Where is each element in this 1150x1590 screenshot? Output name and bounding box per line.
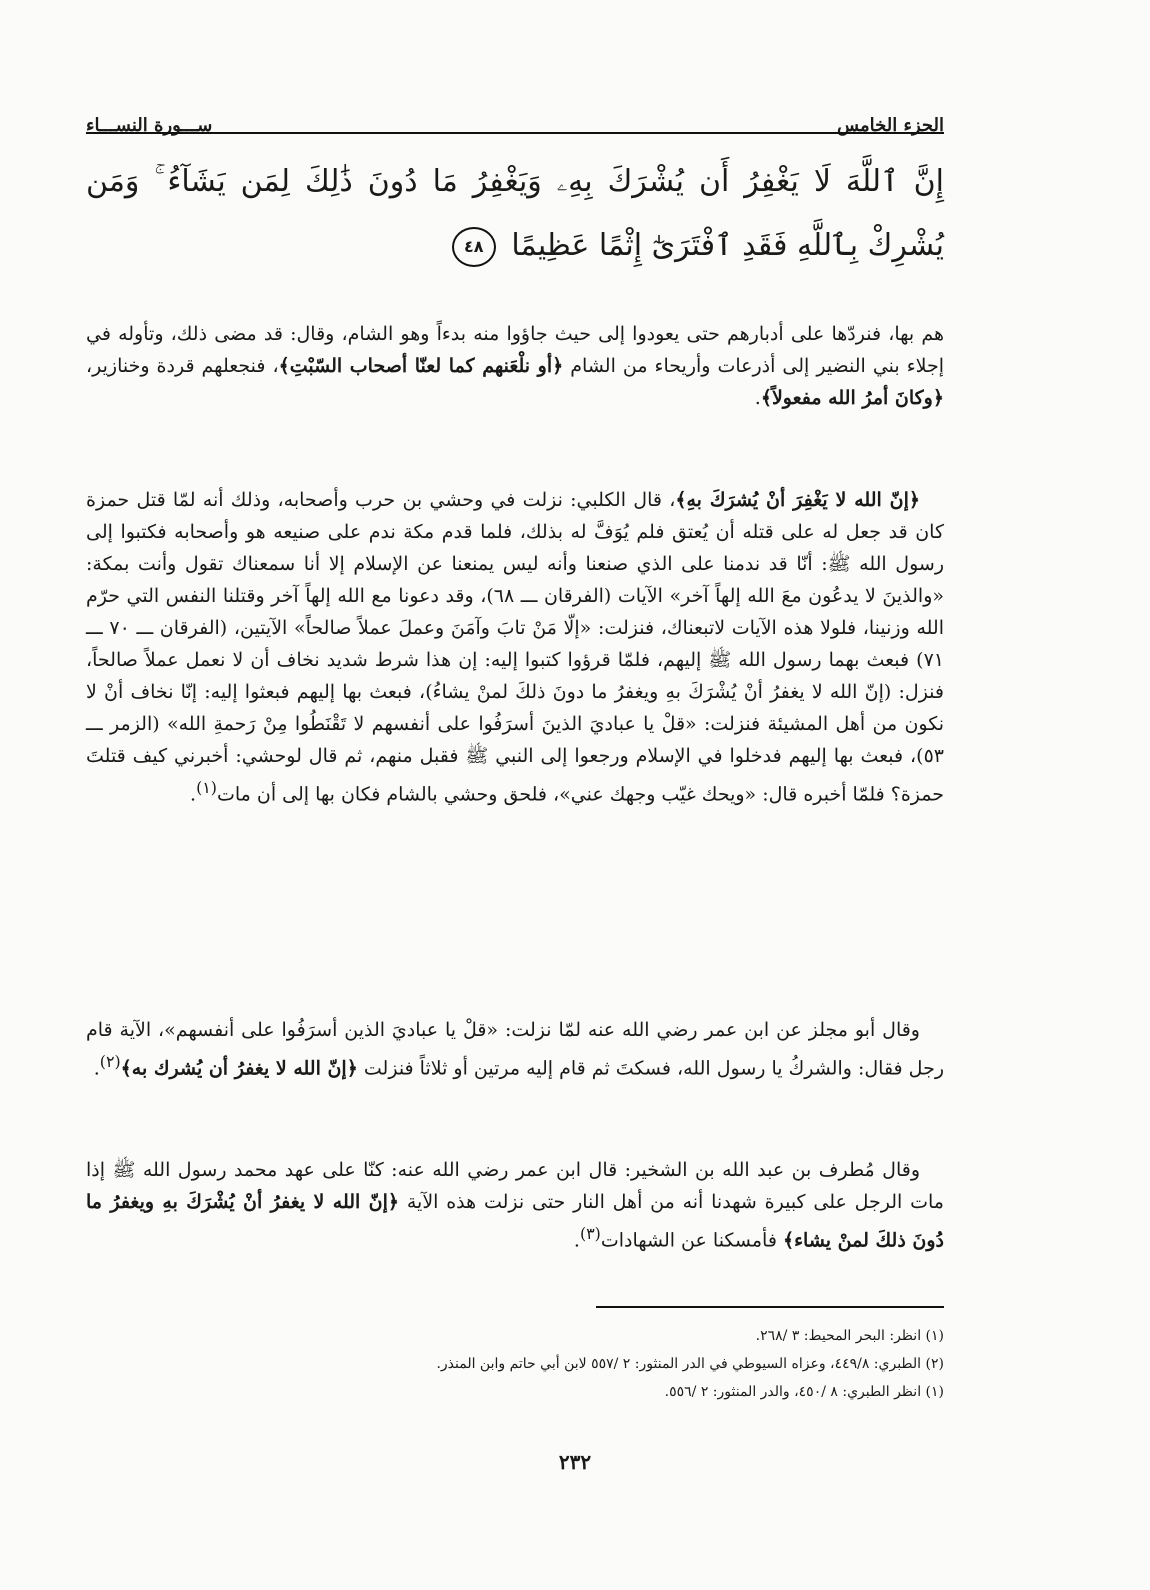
header-surah-title: ســـورة النســـاء	[86, 115, 213, 136]
quran-verse	[86, 150, 944, 278]
footnotes	[86, 1322, 944, 1406]
paragraph-2	[86, 484, 944, 810]
page-number: ٢٣٢	[558, 1450, 592, 1474]
paragraph-4-text-a: وقال مُطرف بن عبد الله بن الشخير: قال ابن عمر رضي الله عنه: كنّا على عهد محمد رسول الله ﷺ إذا مات الرجل على كبيرة شهدنا أنه من أهل النار حتى نزلت هذه الآية	[86, 1159, 944, 1213]
verse-text: إِنَّ ٱللَّهَ لَا يَغْفِرُ أَن يُشْرَكَ بِهِۦ وَيَغْفِرُ مَا دُونَ ذَٰلِكَ لِمَن يَشَآءُ ۚ وَمَن يُشْرِكْ بِٱللَّهِ فَقَدِ ٱفْتَرَىٰٓ إِثْمًا عَظِيمًا	[86, 164, 944, 263]
footnote-ref-2: (٢)	[99, 1052, 121, 1071]
running-header	[86, 100, 944, 136]
paragraph-3-quote: ﴿إنّ الله لا يغفرُ أن يُشرك به﴾	[120, 1057, 358, 1080]
footnote-item: (١) انظر الطبري: ٨ /٤٥٠، والدر المنثور: ٢ /٥٥٦.	[664, 1384, 944, 1400]
paragraph-1-text-b: ، فنجعلهم قردة وخنازير،	[86, 355, 279, 377]
paragraph-3	[86, 1014, 944, 1084]
verse-number: ٤٨	[464, 236, 484, 256]
footnote-item: (١) انظر: البحر المحيط: ٣ /٢٦٨.	[755, 1328, 944, 1344]
paragraph-2-text: ، قال الكلبي: نزلت في وحشي بن حرب وأصحابه، وذلك أنه لمّا قتل حمزة كان قد جعل له على قتله أن يُعتق فلم يُوَفَّ له بذلك، فلما قدم مكة ندم على صنيعه هو وأصحابه فكتبوا إلى رسول الله ﷺ: أنّا قد ندمنا على الذي صنعنا وأنه ليس يمنعنا عن الإسلام إلا أنا سمعناك تقول وأنت بمكة: «والذينَ لا يدعُون معَ الله إلهاً آخر» الآيات (الفرقان ـــ ٦٨)، وقد دعونا مع الله إلهاً آخر وقتلنا النفس التي حرّم الله وزنينا، فلولا هذه الآيات لاتبعناك، فنزلت: «إلّا مَنْ تابَ وآمَنَ وعملَ عملاً صالحاً» الآيتين، (الفرقان ـــ ٧٠ ـــ ٧١) فبعث بهما رسول الله ﷺ إليهم، فلمّا قرؤوا كتبوا إليه: إن هذا شرط شديد نخاف أن لا نعمل عملاً صالحاً، فنزل: (إنّ الله لا يغفرُ أنْ يُشْرَكَ بهِ ويغفرُ ما دونَ ذلكَ لمنْ يشاءُ)، فبعث بها إليهم فبعثوا إليه: إنّا نخاف أنْ لا نكون من أهل المشيئة فنزلت: «قلْ يا عباديَ الذينَ أسرَفُوا على أنفسهم لا تَقْنَطُوا مِنْ رَحمةِ الله» (الزمر ـــ ٥٣)، فبعث بها إليهم فدخلوا في الإسلام ورجعوا إلى النبي ﷺ فقبل منهم، ثم قال لوحشي: أخبرني كيف قتلتَ حمزة؟ فلمّا أخبره قال: «ويحك غيّب وجهك عني»، فلحق وحشي بالشام فكان بها إلى أن مات	[86, 489, 945, 806]
header-part-title: الجزء الخامس	[837, 115, 944, 136]
paragraph-4	[86, 1154, 944, 1256]
paragraph-1-quote-a: ﴿أو نلْعَنهم كما لعنّا أصحاب السّبْتِ﴾	[278, 355, 564, 377]
paragraph-1-end: .	[754, 387, 761, 409]
paragraph-1-quote-b: ﴿وكانَ أمرُ الله مفعولاً﴾	[760, 387, 944, 409]
paragraph-3-text: وقال أبو مجلز عن ابن عمر رضي الله عنه لمّا نزلت: «قلْ يا عباديَ الذين أسرَفُوا على أنفسهم»، الآية قام رجل فقال: والشركُ يا رسول الله، فسكتَ ثم قام إليه مرتين أو ثلاثاً فنزلت	[86, 1019, 944, 1080]
footnote-item: (٢) الطبري: ٤٤٩/٨، وعزاه السيوطي في الدر المنثور: ٢ /٥٥٧ لابن أبي حاتم وابن المنذر.	[436, 1356, 944, 1372]
paragraph-1	[86, 318, 944, 414]
paragraph-4-end: .	[573, 1229, 580, 1252]
paragraph-2-quote: ﴿إنّ الله لا يَغْفِرَ أنْ يُشرَكَ بهِ﴾	[675, 489, 921, 511]
footnote-ref-1: (١)	[196, 778, 217, 797]
paragraph-1-text-a: هم بها، فنردّها على أدبارهم حتى يعودوا إلى حيث جاؤوا منه بدءاً وهو الشام، وقال: قد مضى ذلك، وتأوله في إجلاء بني النضير إلى أذرعات وأريحاء من الشام	[86, 323, 945, 377]
paragraph-4-quote: ﴿إنّ الله لا يغفرُ أنْ يُشْرَكَ بهِ ويغفرُ ما دُونَ ذلكَ لمنْ يشاء﴾	[86, 1191, 944, 1252]
header-divider	[86, 132, 944, 134]
verse-number-marker	[452, 227, 496, 267]
paragraph-2-end: .	[190, 783, 197, 806]
footnote-ref-3: (٣)	[579, 1224, 601, 1243]
paragraph-4-text-b: فأمسكنا عن الشهادات	[600, 1229, 777, 1252]
footnote-divider	[596, 1306, 944, 1308]
paragraph-3-end: .	[93, 1057, 100, 1080]
